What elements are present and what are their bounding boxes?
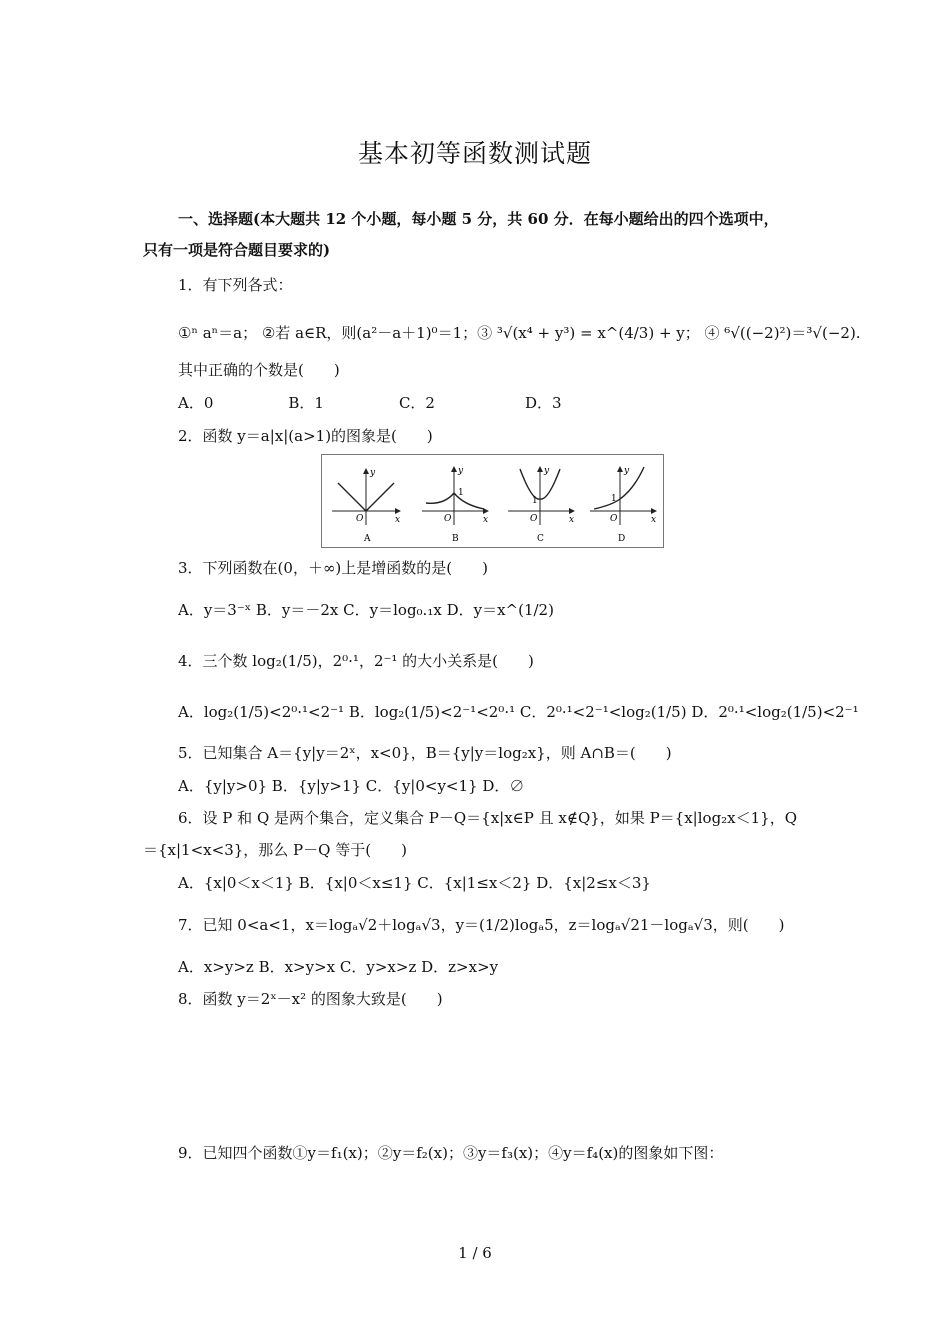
graph-c-one: 1 — [532, 496, 538, 506]
question-3-options: A．y＝3⁻ˣ B．y＝－2x C．y＝log₀.₁x D．y＝x^(1/2) — [178, 601, 554, 619]
graph-a-x-label: x — [395, 515, 401, 525]
question-4-stem: 4．三个数 log₂(1/5)，2⁰·¹，2⁻¹ 的大小关系是( ) — [178, 652, 534, 670]
graph-d — [590, 466, 656, 544]
graph-c-label: C — [537, 534, 544, 544]
question-7-stem: 7．已知 0<a<1，x＝logₐ√2＋logₐ√3，y＝(1/2)logₐ5，z＝logₐ√21－logₐ√3，则( ) — [178, 916, 785, 934]
graph-b-one: 1 — [458, 488, 464, 498]
question-4-options: A．log₂(1/5)<2⁰·¹<2⁻¹ B．log₂(1/5)<2⁻¹<2⁰·¹ C．2⁰·¹<2⁻¹<log₂(1/5) D．2⁰·¹<log₂(1/5)<2⁻¹ — [178, 703, 859, 721]
graph-b-x-label: x — [483, 515, 489, 525]
section-heading: 一、选择题(本大题共 12 个小题，每小题 5 分，共 60 分．在每小题给出的四个选项中， — [178, 210, 779, 228]
question-2-figure — [321, 454, 664, 548]
graph-b — [422, 466, 488, 544]
graph-a-origin: O — [356, 514, 364, 524]
question-5-options: A．{y|y>0} B．{y|y>1} C．{y|0<y<1} D．∅ — [178, 777, 525, 795]
question-1-formula: ①ⁿ aⁿ＝a； ②若 a∈R，则(a²－a＋1)⁰＝1；③ ³√(x⁴ + y³) = x^(4/3) + y； ④ ⁶√((−2)²)＝³√(−2). — [178, 324, 861, 342]
graph-d-y-label: y — [624, 466, 630, 476]
graph-b-origin: O — [444, 514, 452, 524]
graph-b-label: B — [452, 534, 459, 544]
question-5-stem: 5．已知集合 A＝{y|y＝2ˣ，x<0}，B＝{y|y＝log₂x}，则 A∩B＝( ) — [178, 744, 672, 762]
graph-d-origin: O — [610, 514, 618, 524]
function-graphs — [322, 455, 663, 547]
graph-d-label: D — [618, 534, 626, 544]
graph-c — [508, 466, 574, 544]
question-1-stem: 1．有下列各式： — [178, 276, 293, 294]
section-heading-cont: 只有一项是符合题目要求的) — [143, 241, 331, 259]
graph-c-x-label: x — [569, 515, 575, 525]
graph-b-y-label: y — [458, 466, 464, 476]
question-6-options: A．{x|0＜x＜1} B．{x|0＜x≤1} C．{x|1≤x＜2} D．{x|2≤x＜3} — [178, 874, 651, 892]
graph-c-origin: O — [530, 514, 538, 524]
question-1-follow: 其中正确的个数是( ) — [178, 361, 340, 379]
question-2-stem: 2．函数 y＝a|x|(a>1)的图象是( ) — [178, 427, 433, 445]
question-6-stem-cont: ＝{x|1<x<3}，那么 P－Q 等于( ) — [143, 841, 407, 859]
graph-d-x-label: x — [651, 515, 657, 525]
graph-a-y-label: y — [370, 468, 376, 478]
page-number: 1 / 6 — [458, 1244, 492, 1262]
graph-d-one: 1 — [611, 494, 617, 504]
graph-c-y-label: y — [544, 466, 550, 476]
document-title: 基本初等函数测试题 — [357, 139, 592, 168]
question-8-stem: 8．函数 y＝2ˣ－x² 的图象大致是( ) — [178, 990, 443, 1008]
question-1-options: A．0 B．1 C．2 D．3 — [178, 394, 562, 412]
question-6-stem: 6．设 P 和 Q 是两个集合，定义集合 P－Q＝{x|x∈P 且 x∉Q}，如果 P＝{x|log₂x＜1}，Q — [178, 809, 798, 827]
question-3-stem: 3．下列函数在(0，＋∞)上是增函数的是( ) — [178, 559, 488, 577]
question-9-stem: 9．已知四个函数①y＝f₁(x)；②y＝f₂(x)；③y＝f₃(x)；④y＝f₄(x)的图象如下图： — [178, 1144, 724, 1162]
graph-a — [332, 468, 400, 544]
question-7-options: A．x>y>z B．x>y>x C．y>x>z D．z>x>y — [178, 958, 499, 976]
graph-a-label: A — [364, 534, 371, 544]
